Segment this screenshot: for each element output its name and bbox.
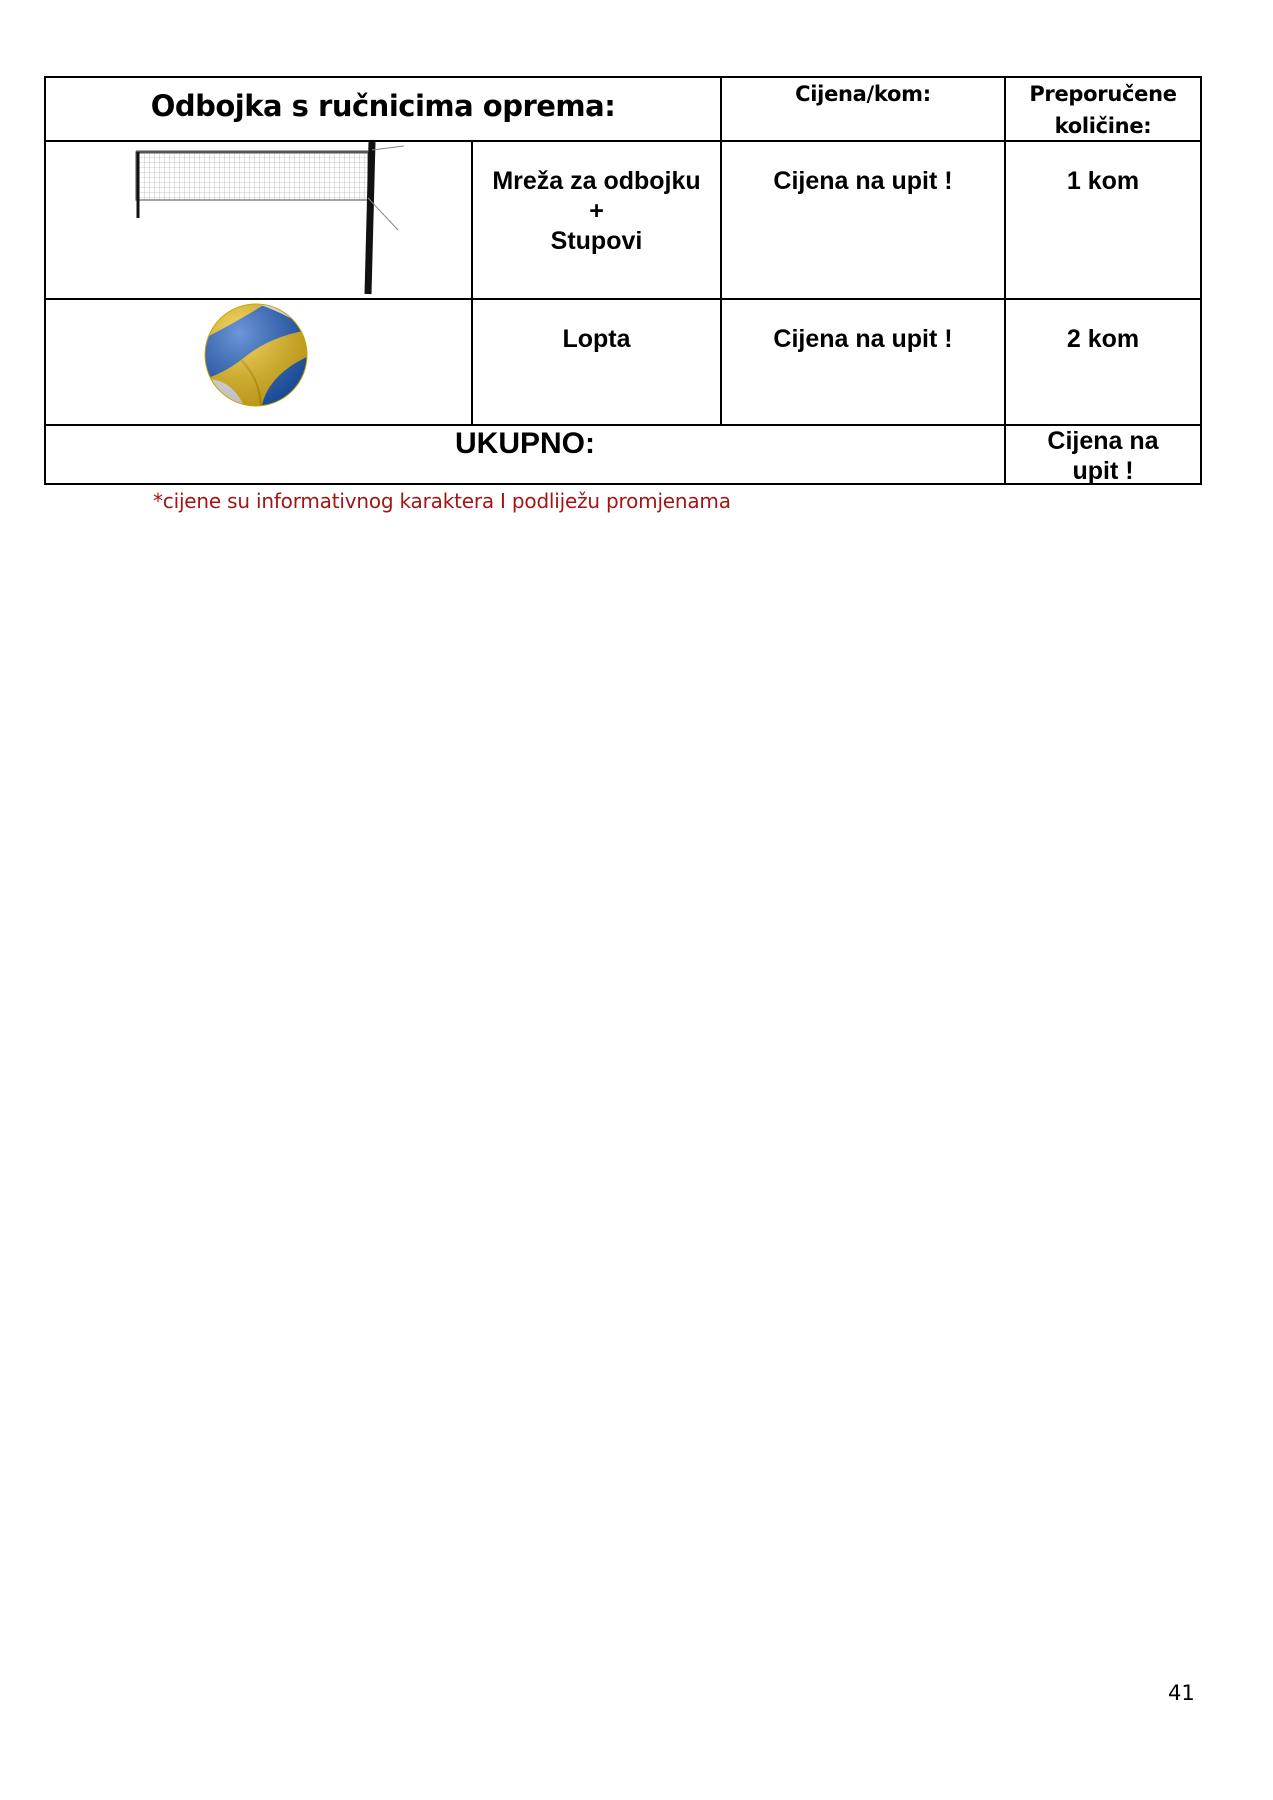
qty-header-line2: količine:	[1054, 114, 1152, 138]
net-qty-cell	[1006, 142, 1200, 298]
qty-header-line1: Preporučene	[1029, 82, 1177, 106]
table-title: Odbojka s ručnicima oprema:	[150, 89, 616, 123]
total-value-line2: upit !	[1072, 457, 1134, 485]
page-number: 41	[1168, 1681, 1195, 1705]
price-disclaimer-note: *cijene su informativnog karaktera I podliježu promjenama	[153, 489, 731, 513]
qty-header-cell	[1006, 78, 1200, 140]
total-value-cell	[1006, 426, 1200, 483]
net-name-line1: Mreža za odbojku	[492, 167, 701, 195]
ball-name: Lopta	[562, 325, 631, 353]
table-border-bottom	[44, 483, 1202, 485]
volleyball-ball-image	[201, 300, 311, 410]
price-header: Cijena/kom:	[795, 82, 931, 106]
total-value-line1: Cijena na	[1047, 427, 1159, 455]
ball-qty-cell	[1006, 300, 1200, 424]
volleyball-net-image	[114, 142, 404, 298]
net-name-line2: +	[589, 197, 604, 225]
total-label: UKUPNO:	[455, 427, 595, 460]
table-title-cell	[46, 78, 720, 140]
ball-qty: 2 kom	[1066, 325, 1140, 353]
ball-image-cell	[46, 300, 471, 424]
price-header-cell	[722, 78, 1004, 140]
net-price: Cijena na upit !	[773, 167, 953, 195]
total-label-cell	[46, 426, 1004, 483]
ball-price-cell	[722, 300, 1004, 424]
net-qty: 1 kom	[1066, 167, 1140, 195]
ball-name-cell	[473, 300, 720, 424]
net-name-line3: Stupovi	[550, 227, 643, 255]
net-name-cell	[473, 142, 720, 298]
table-border-right	[1200, 76, 1202, 485]
net-image-cell	[46, 142, 471, 298]
ball-price: Cijena na upit !	[773, 325, 953, 353]
net-price-cell	[722, 142, 1004, 298]
